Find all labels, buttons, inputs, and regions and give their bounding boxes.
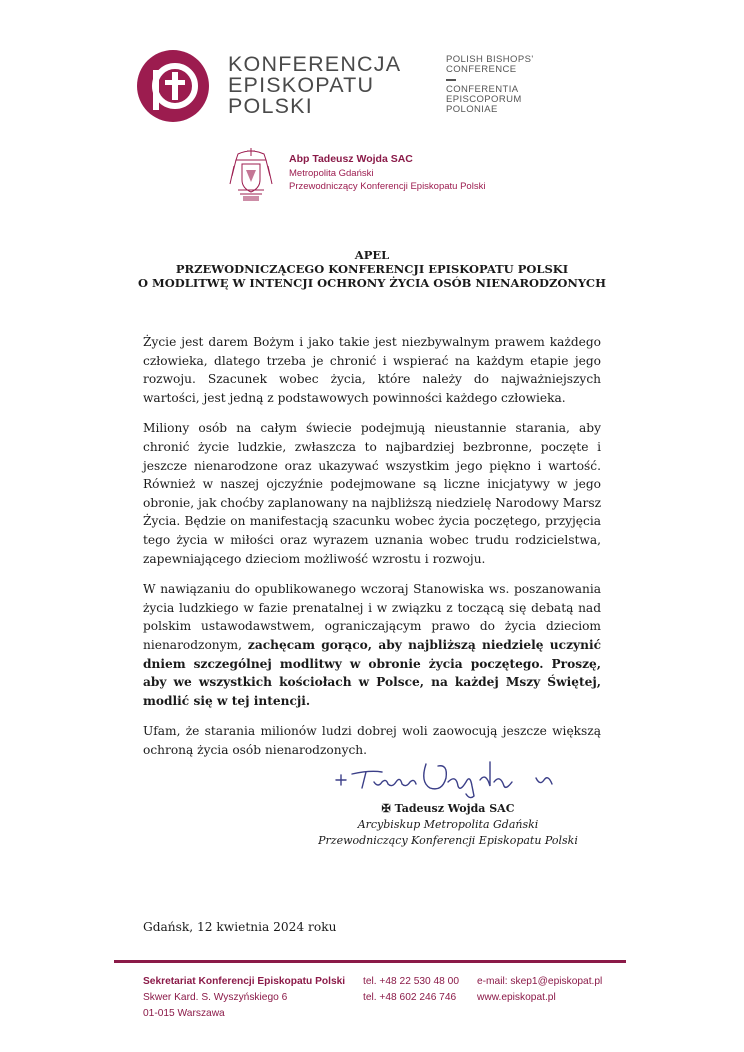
- footer-phones: [363, 974, 459, 1006]
- document-date: Gdańsk, 12 kwietnia 2024 roku: [143, 920, 337, 934]
- paragraph-3-bold: zachęcam gorąco, aby najbliższą niedzielę uczynić dniem szczególnej modlitwy w obronie życia poczętego. Proszę, aby we wszystkich kościołach w Polsce, na każdej Mszy Świętej, modlić się w tej intencji.: [143, 637, 601, 708]
- footer-contact: [477, 974, 602, 1006]
- org-en-line1: POLISH BISHOPS': [446, 54, 534, 65]
- conference-logo-icon: [137, 50, 209, 122]
- org-la-line3: POLONIAE: [446, 104, 498, 115]
- document-body: [143, 333, 601, 771]
- bishop-name: Abp Tadeusz Wojda SAC: [289, 153, 413, 165]
- org-name-translations: [446, 55, 534, 115]
- signer-role: Przewodniczący Konferencji Episkopatu Polski: [318, 834, 578, 847]
- footer-email-link[interactable]: e-mail: skep1@episkopat.pl: [477, 976, 603, 987]
- bishop-line3: Przewodniczący Konferencji Episkopatu Polski: [289, 181, 486, 192]
- bishop-info: [289, 153, 485, 194]
- org-la-line1: CONFERENTIA: [446, 84, 519, 95]
- signer-name: ✠ Tadeusz Wojda SAC: [381, 802, 515, 815]
- org-name: [228, 54, 401, 117]
- footer-org: Sekretariat Konferencji Episkopatu Polski: [143, 976, 346, 987]
- org-name-line2: EPISKOPATU: [228, 73, 375, 97]
- title-line2: PRZEWODNICZĄCEGO KONFERENCJI EPISKOPATU POLSKI: [175, 262, 569, 276]
- paragraph-4: Ufam, że starania milionów ludzi dobrej woli zaowocują jeszcze większą ochroną życia osób nienarodzonych.: [143, 724, 601, 757]
- divider-dash: [446, 79, 456, 81]
- footer-tel1: tel. +48 22 530 48 00: [363, 976, 460, 987]
- footer-address: [143, 974, 345, 1022]
- bishop-line2: Metropolita Gdański: [289, 167, 374, 179]
- handwritten-signature: [330, 752, 566, 802]
- coat-of-arms-icon: [228, 146, 274, 204]
- org-name-line1: KONFERENCJA: [228, 52, 402, 76]
- title-line3: O MODLITWĘ W INTENCJI OCHRONY ŻYCIA OSÓB NIENARODZONYCH: [138, 276, 606, 290]
- paragraph-1: Życie jest darem Bożym i jako takie jest niezbywalnym prawem każdego człowieka, dlatego trzeba je chronić i wspierać na każdym etapie jego rozwoju. Szacunek wobec życia, które należy do najważniejszych wartości, jest jedną z podstawowych powinności każdego człowieka.: [143, 335, 601, 405]
- footer-web-link[interactable]: www.episkopat.pl: [477, 992, 556, 1003]
- title-line1: APEL: [354, 248, 390, 262]
- footer-street: Skwer Kard. S. Wyszyńskiego 6: [143, 992, 288, 1003]
- paragraph-3: [143, 580, 601, 710]
- paragraph-3-text: W nawiązaniu do opublikowanego wczoraj Stanowiska ws. poszanowania życia ludzkiego w fazie prenatalnej i w związku z toczącą się debatą nad polskim ustawodawstwem, ograniczającym prawo do życia dzieciom nienarodzonym,: [143, 582, 601, 652]
- org-la-line2: EPISCOPORUM: [446, 94, 522, 105]
- paragraph-2: Miliony osób na całym świecie podejmują nieustannie starania, aby chronić życie ludzkie, zwłaszcza to najbardziej bezbronne, poczęte i jeszcze nienarodzone oraz ukazywać wszystkim jego piękno i wartość. Również w naszej ojczyźnie podejmowane są liczne inicjatywy w jego obronie, jak choćby zaplanowany na najbliższą niedzielę Narodowy Marsz Życia. Będzie on manifestacją szacunku wobec życia poczętego, przyjęcia tego życia w miłości oraz wyrazem uznania wobec trudu rodzicielstwa, zapewniającego dzieciom możliwość wzrostu i rozwoju.: [143, 421, 601, 566]
- footer-tel2: tel. +48 602 246 746: [363, 992, 457, 1003]
- footer-city: 01-015 Warszawa: [143, 1008, 225, 1019]
- signature-block: [300, 801, 596, 849]
- document-title: [100, 248, 644, 290]
- signer-title: Arcybiskup Metropolita Gdański: [357, 818, 539, 831]
- org-name-line3: POLSKI: [228, 94, 313, 118]
- org-en-line2: CONFERENCE: [446, 64, 517, 75]
- footer-divider: [114, 960, 626, 963]
